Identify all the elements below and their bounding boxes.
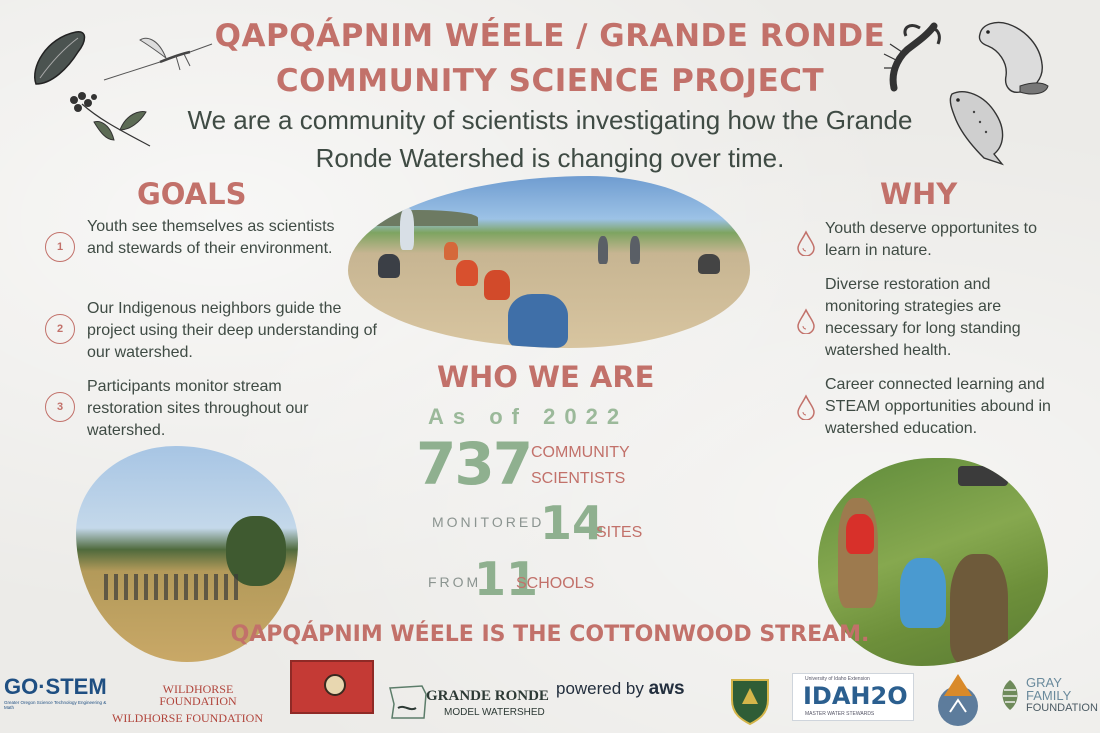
yarrow-sketch-icon — [60, 90, 160, 152]
why-item — [795, 274, 1085, 362]
goal-text: Our Indigenous neighbors guide the project using their deep understanding of our watershed. — [87, 300, 377, 361]
why-text: Youth deserve opportunites to learn in nature. — [825, 220, 1038, 259]
go-stem-subtext: Greater Oregon Science Technology Engineering & Math — [4, 700, 107, 710]
schools-label: SCHOOLS — [516, 575, 595, 592]
wildhorse-foundation-wordmark: WILDHORSE FOUNDATION — [112, 711, 263, 725]
community-scientists-label-2: SCIENTISTS — [531, 470, 626, 487]
goal-number-badge: 3 — [45, 392, 75, 422]
who-we-are-heading: WHO WE ARE — [437, 360, 655, 394]
grm-title: GRANDE RONDE — [426, 688, 549, 704]
grande-ronde-model-watershed-logo — [388, 680, 548, 724]
idah2o-logo — [792, 673, 914, 721]
monitored-prefix: MONITORED — [432, 514, 545, 530]
grm-subtitle: MODEL WATERSHED — [444, 707, 545, 718]
foundation-word: FOUNDATION — [1026, 702, 1098, 714]
page-subtitle: We are a community of scientists investigating how the Grande Ronde Watershed is changing over time. — [187, 105, 913, 173]
oregon-outline-icon — [388, 682, 428, 722]
crane-badge-icon — [936, 672, 980, 730]
goal-number-badge: 2 — [45, 314, 75, 344]
go-stem-logo — [4, 674, 116, 710]
goal-item — [45, 216, 380, 262]
why-item — [795, 374, 1085, 440]
water-drop-icon — [795, 308, 817, 334]
forest-service-shield-icon — [728, 676, 772, 726]
page-title-line-1: QAPQÁPNIM WÉELE / GRANDE RONDE — [214, 18, 886, 54]
as-of-year: As of 2022 — [428, 404, 629, 429]
goal-text: Participants monitor stream restoration sites throughout our watershed. — [87, 378, 309, 439]
why-item — [795, 218, 1085, 262]
why-text: Career connected learning and STEAM opportunities abound in watershed education. — [825, 376, 1051, 437]
flag-emblem-icon — [324, 674, 346, 696]
goal-item — [45, 298, 380, 364]
sites-label: SITES — [596, 524, 643, 541]
wildhorse-foundation-logo: WILDHORSE FOUNDATION — [159, 682, 237, 708]
goal-item — [45, 376, 380, 442]
family-word: FAMILY — [1026, 688, 1072, 703]
goal-number-badge: 1 — [45, 232, 75, 262]
aws-brand: aws — [648, 678, 685, 699]
community-scientists-count: 737 — [416, 430, 532, 498]
idaho-university-text: University of Idaho Extension — [805, 676, 870, 682]
powered-by-aws-logo — [556, 678, 685, 700]
aws-prefix: powered by — [556, 679, 644, 698]
goals-heading: GOALS — [137, 177, 247, 211]
tribal-flag-logo — [290, 660, 374, 714]
pinecone-icon — [998, 678, 1022, 712]
tagline: QAPQÁPNIM WÉELE IS THE COTTONWOOD STREAM. — [230, 622, 870, 647]
why-text: Diverse restoration and monitoring strategies are necessary for long standing watershed health. — [825, 276, 1021, 359]
why-heading: WHY — [880, 177, 958, 211]
gray-word: GRAY — [1026, 675, 1062, 690]
water-drop-icon — [795, 394, 817, 420]
schools-count: 11 — [474, 552, 539, 606]
idah2o-wordmark: IDAH2O — [803, 682, 908, 710]
goal-text: Youth see themselves as scientists and stewards of their environment. — [87, 218, 335, 257]
sites-count: 14 — [540, 496, 605, 550]
page-title-line-2: COMMUNITY SCIENCE PROJECT — [275, 63, 825, 99]
idah2o-subtext: MASTER WATER STEWARDS — [805, 711, 875, 717]
water-drop-icon — [795, 230, 817, 256]
community-scientists-label-1: COMMUNITY — [531, 444, 630, 461]
from-prefix: FROM — [428, 574, 482, 590]
go-stem-wordmark: GO·STEM — [4, 674, 107, 699]
